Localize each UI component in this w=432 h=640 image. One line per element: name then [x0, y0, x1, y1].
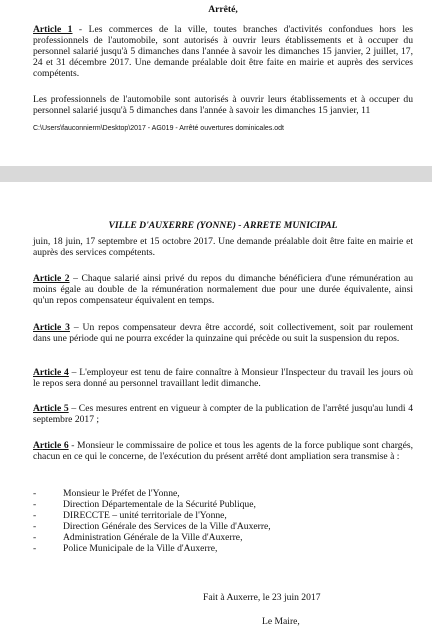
- decree-heading: Arrêté,: [208, 4, 238, 15]
- article-2-label: Article 2: [33, 273, 70, 284]
- article-5: [33, 403, 413, 425]
- document-page-1: [0, 0, 432, 166]
- list-item: - Administration Générale de la Ville d'Auxerre,: [33, 532, 243, 543]
- list-item: - Direction Départementale de la Sécurité Publique,: [33, 499, 256, 510]
- list-item: - Monsieur le Préfet de l'Yonne,: [33, 488, 180, 499]
- article-4-label: Article 4: [33, 367, 69, 378]
- article-2-text: – Chaque salarié ainsi privé du repos du dimanche bénéficiera d'une rémunération au moins égale au double de la rémunération normalement due pour une durée équivalente, ainsi qu'un repos compensateur équivalent en temps.: [33, 273, 413, 306]
- article-6-text: - Monsieur le commissaire de police et tous les agents de la force publique sont chargés, chacun en ce qui le concerne, de l'exécution du présent arrêté dont ampliation sera transmise à :: [33, 440, 413, 462]
- article-3: [33, 322, 413, 344]
- paragraph-automobile: Les professionnels de l'automobile sont autorisés à ouvrir leurs établissements et à occuper du personnel salarié jusqu'à 5 dimanches dans l'année à savoir les dimanches 15 janvier, 11: [33, 94, 413, 116]
- article-5-text: – Ces mesures entrent en vigueur à compter de la publication de l'arrêté jusqu'au lundi 4 septembre 2017 ;: [33, 403, 413, 425]
- file-path-footer: C:\Users\fauconnierm\Desktop\2017 - AG019 - Arrêté ouvertures dominicales.odt: [33, 125, 284, 132]
- continuation-paragraph: juin, 18 juin, 17 septembre et 15 octobre 2017. Une demande préalable doit être faite en mairie et auprès des services compétents.: [33, 236, 413, 258]
- page-separator: [0, 166, 432, 182]
- list-item: - DIRECCTE – unité territoriale de l'Yonne,: [33, 510, 227, 521]
- article-6-label: Article 6: [33, 440, 69, 451]
- article-3-label: Article 3: [33, 322, 70, 333]
- signature-title: Le Maire,: [262, 616, 300, 627]
- article-4: [33, 367, 413, 389]
- page-header: VILLE D'AUXERRE (YONNE) - ARRETE MUNICIPAL: [108, 220, 338, 231]
- signature-place-date: Fait à Auxerre, le 23 juin 2017: [203, 592, 321, 603]
- article-5-label: Article 5: [33, 403, 69, 414]
- article-1: [33, 24, 413, 79]
- article-6: [33, 440, 413, 462]
- article-3-text: – Un repos compensateur devra être accordé, soit collectivement, soit par roulement dans une période qui ne pourra excéder la quinzaine qui précède ou suit la suspension du repos.: [33, 322, 413, 344]
- list-item: - Police Municipale de la Ville d'Auxerre,: [33, 543, 218, 554]
- article-4-text: – L'employeur est tenu de faire connaître à Monsieur l'Inspecteur du travail les jours où le repos sera donné au personnel travaillant ledit dimanche.: [33, 367, 413, 389]
- article-1-label: Article 1: [33, 24, 73, 35]
- document-page-2: [0, 182, 432, 640]
- list-item: - Direction Générale des Services de la Ville d'Auxerre,: [33, 521, 271, 532]
- article-1-text: - Les commerces de la ville, toutes branches d'activités confondues hors les professionnels de l'automobile, sont autorisés à ouvrir leurs établissements et à occuper du personnel salarié jusqu'à 5 dimanches dans l'année à savoir les dimanches 15 janvier, 2 juillet, 17, 24 et 31 décembre 2017. Une demande préalable doit être faite en mairie et auprès des services compétents.: [33, 24, 413, 79]
- article-2: [33, 273, 413, 306]
- recipients-list: [33, 488, 413, 554]
